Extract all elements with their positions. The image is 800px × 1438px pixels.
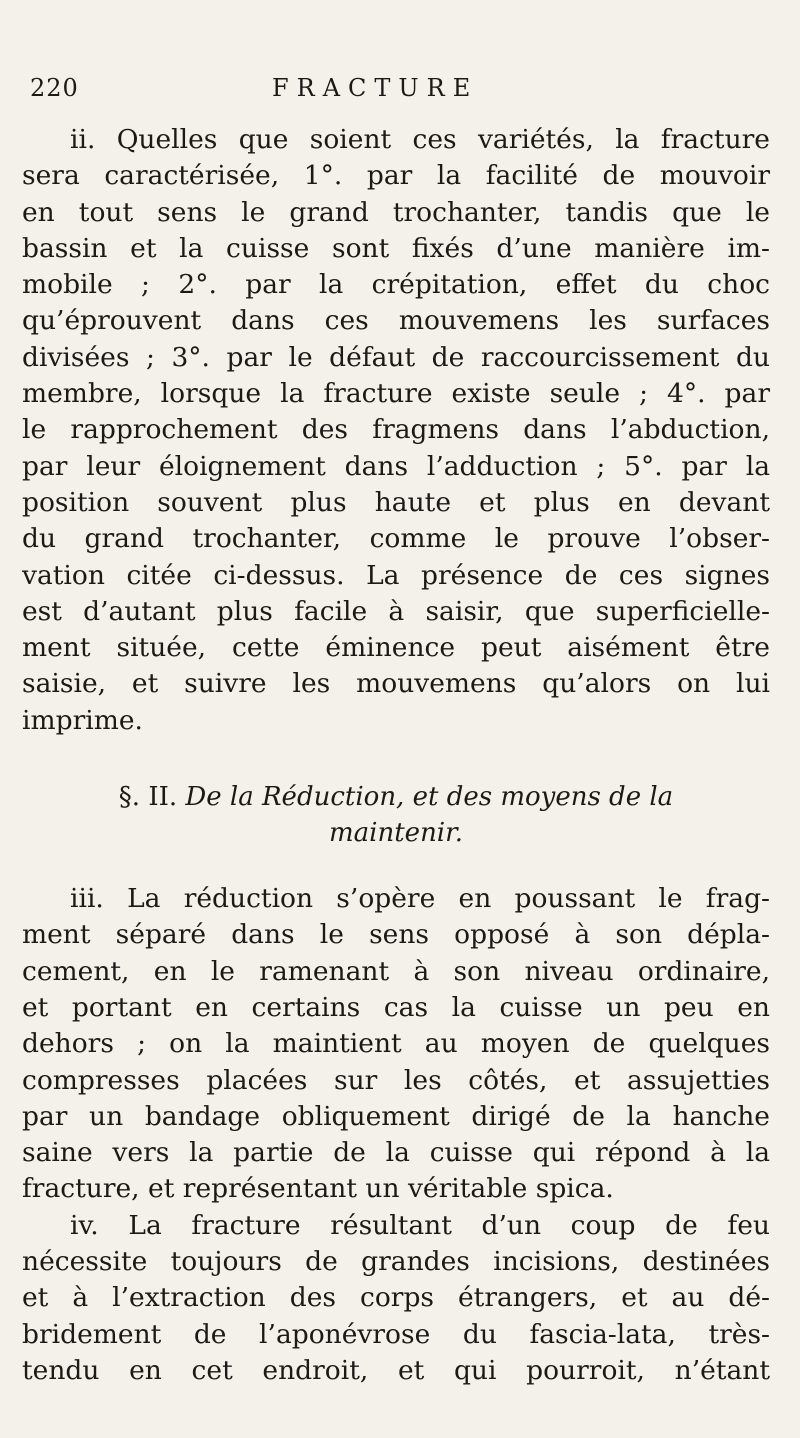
page-number: 220: [30, 74, 79, 102]
page-header: [30, 74, 770, 114]
text-line: fracture, et représentant un véritable spica.: [22, 1173, 614, 1205]
text-line: nécessite toujours de grandes incisions, destinées: [22, 1246, 770, 1278]
text-line: et à l’extraction des corps étrangers, et au dé-: [22, 1282, 770, 1314]
running-head: FRACTURE: [272, 74, 479, 102]
text-line: et portant en certains cas la cuisse un peu en: [22, 991, 770, 1023]
text-line: saisie, et suivre les mouvemens qu’alors on lui: [22, 668, 770, 700]
text-line: par leur éloignement dans l’adduction ; 5°. par la: [22, 450, 770, 482]
text-line: qu’éprouvent dans ces mouvemens les surfaces: [22, 305, 770, 337]
text-line: cement, en le ramenant à son niveau ordinaire,: [22, 955, 770, 987]
section-title: De la Réduction, et des moyens de la: [185, 782, 674, 813]
text-line: en tout sens le grand trochanter, tandis que le: [22, 196, 770, 228]
text-line: bridement de l’aponévrose du fascia-lata, très-: [22, 1318, 770, 1350]
paragraph-iv: [22, 1208, 770, 1389]
text-line: le rapprochement des fragmens dans l’abduction,: [22, 414, 770, 446]
text-line: compresses placées sur les côtés, et assujetties: [22, 1064, 770, 1096]
text-line: sera caractérisée, 1°. par la facilité de mouvoir: [22, 160, 770, 192]
text-line: divisées ; 3°. par le défaut de raccourcissement du: [22, 341, 770, 373]
section-number: §. II.: [118, 782, 178, 813]
text-line: est d’autant plus facile à saisir, que superficielle-: [22, 595, 770, 627]
body-text: [22, 122, 770, 1389]
text-line: saine vers la partie de la cuisse qui répond à la: [22, 1137, 770, 1169]
section-heading: [22, 779, 770, 851]
text-line: bassin et la cuisse sont fixés d’une manière im-: [22, 232, 770, 264]
text-line: mobile ; 2°. par la crépitation, effet du choc: [22, 269, 770, 301]
text-line: ii. Quelles que soient ces variétés, la fracture: [70, 124, 770, 155]
text-line: membre, lorsque la fracture existe seule ; 4°. par: [22, 378, 770, 410]
text-line: par un bandage obliquement dirigé de la hanche: [22, 1100, 770, 1132]
text-line: imprime.: [22, 704, 143, 736]
text-line: ment située, cette éminence peut aisément être: [22, 632, 770, 664]
text-line: vation citée ci-dessus. La présence de ces signes: [22, 559, 770, 591]
paragraph-ii: [22, 122, 770, 739]
text-line: dehors ; on la maintient au moyen de quelques: [22, 1028, 770, 1060]
text-line: tendu en cet endroit, et qui pourroit, n’étant: [22, 1354, 770, 1386]
text-line: ment séparé dans le sens opposé à son dépla-: [22, 919, 770, 951]
text-line: du grand trochanter, comme le prouve l’obser-: [22, 523, 770, 555]
text-line: iv. La fracture résultant d’un coup de feu: [70, 1209, 770, 1241]
text-line: position souvent plus haute et plus en devant: [22, 486, 770, 518]
text-line: iii. La réduction s’opère en poussant le frag-: [70, 883, 770, 915]
section-title-continued: maintenir.: [329, 818, 463, 849]
paragraph-iii: [22, 881, 770, 1208]
